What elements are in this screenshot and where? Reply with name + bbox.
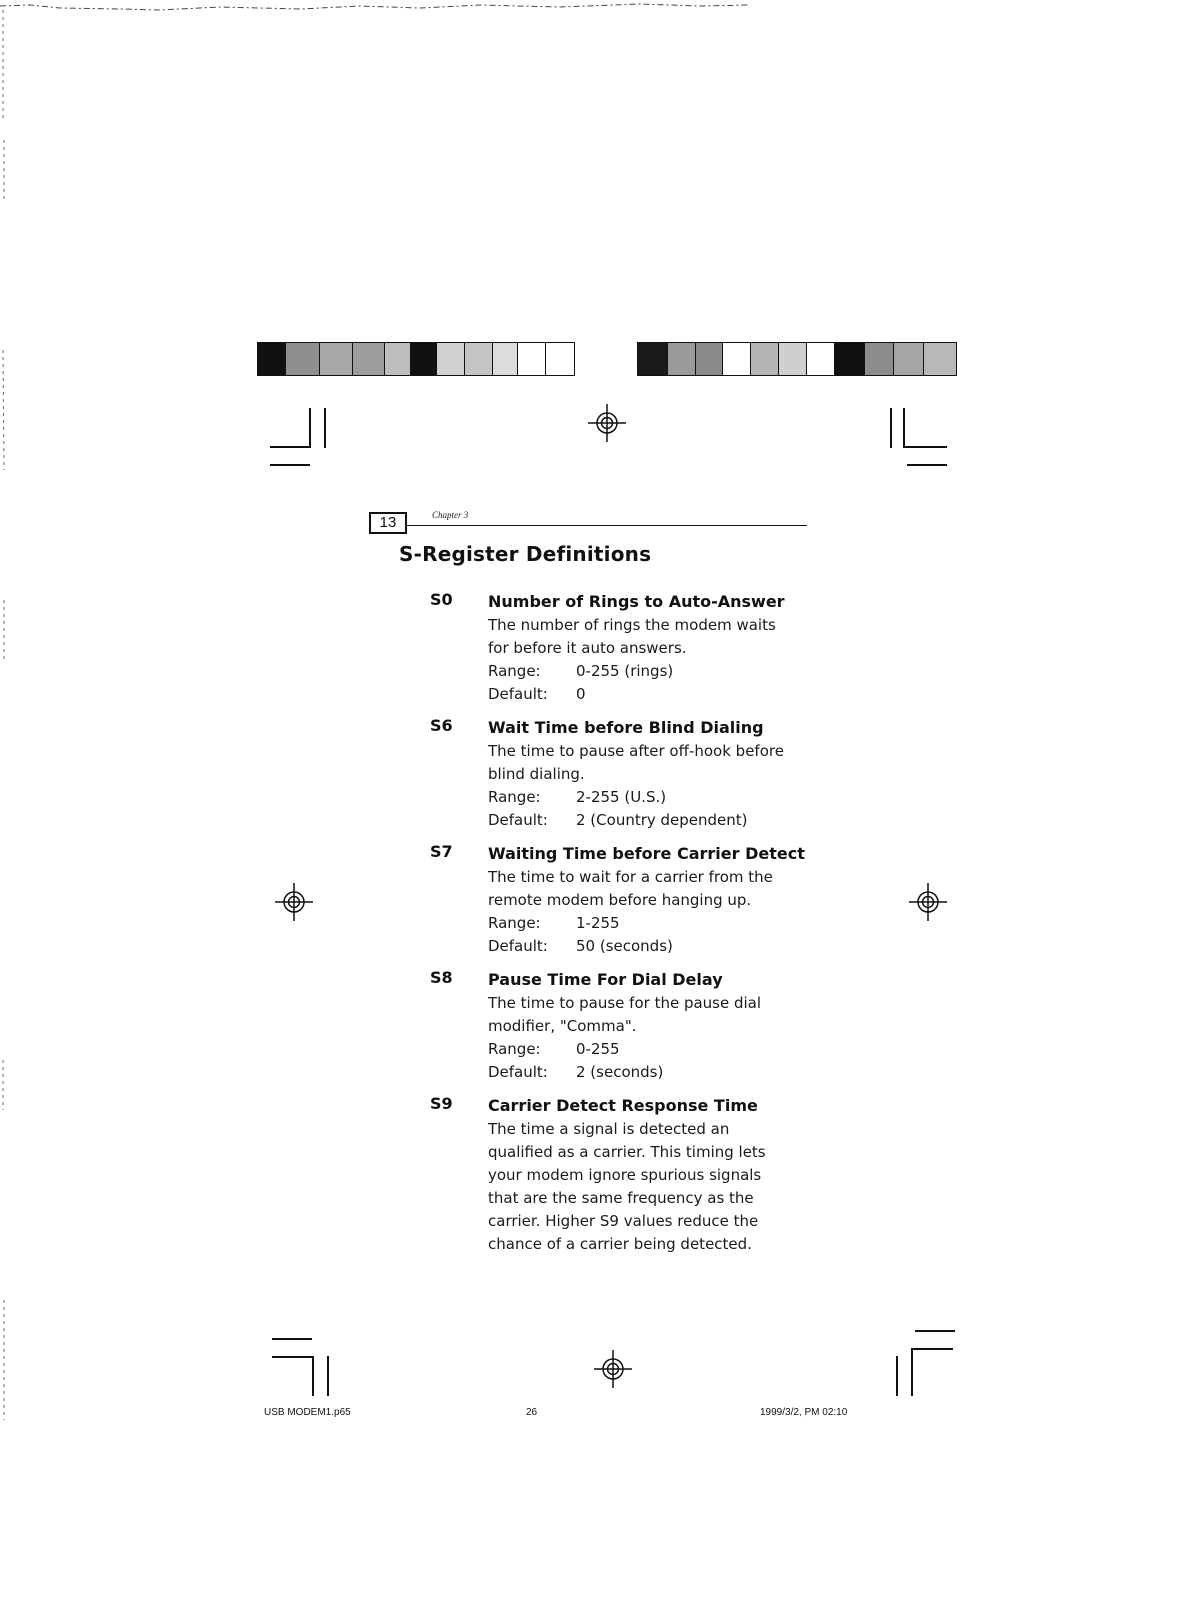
crop-mark bbox=[907, 464, 947, 466]
color-swatch bbox=[723, 343, 751, 375]
default-row bbox=[488, 809, 828, 832]
register-title: Number of Rings to Auto-Answer bbox=[488, 592, 785, 611]
crop-mark bbox=[270, 464, 310, 466]
default-label: Default: bbox=[488, 937, 548, 955]
crop-mark bbox=[911, 1348, 953, 1350]
range-label: Range: bbox=[488, 788, 541, 806]
registration-target-icon bbox=[909, 883, 947, 921]
default-value: 0 bbox=[576, 685, 586, 703]
color-swatch bbox=[894, 343, 924, 375]
crop-mark bbox=[896, 1356, 898, 1396]
color-swatch bbox=[286, 343, 320, 375]
range-row bbox=[488, 660, 828, 683]
scan-noise-left bbox=[0, 0, 14, 1612]
color-swatch bbox=[751, 343, 779, 375]
register-title: Wait Time before Blind Dialing bbox=[488, 718, 764, 737]
chapter-label: Chapter 3 bbox=[432, 510, 469, 520]
default-row bbox=[488, 683, 828, 706]
color-swatch bbox=[385, 343, 411, 375]
crop-mark bbox=[324, 408, 326, 448]
register-title: Waiting Time before Carrier Detect bbox=[488, 844, 805, 863]
scan-noise-top bbox=[0, 0, 760, 12]
register-code: S6 bbox=[430, 716, 453, 735]
crop-mark bbox=[327, 1356, 329, 1396]
register-body bbox=[488, 590, 828, 706]
color-swatch bbox=[518, 343, 546, 375]
range-row bbox=[488, 786, 828, 809]
crop-mark bbox=[915, 1330, 955, 1332]
crop-mark bbox=[309, 408, 311, 448]
register-code: S0 bbox=[430, 590, 453, 609]
color-swatch bbox=[696, 343, 724, 375]
registration-target-icon bbox=[588, 404, 626, 442]
page-number-box: 13 bbox=[369, 512, 407, 534]
color-swatch bbox=[411, 343, 437, 375]
register-body bbox=[488, 716, 828, 832]
default-value: 2 (seconds) bbox=[576, 1063, 664, 1081]
header-rule bbox=[407, 525, 807, 526]
range-value: 2-255 (U.S.) bbox=[576, 788, 667, 806]
color-swatch bbox=[493, 343, 519, 375]
color-swatch bbox=[865, 343, 895, 375]
range-label: Range: bbox=[488, 662, 541, 680]
register-title: Pause Time For Dial Delay bbox=[488, 970, 723, 989]
color-swatch bbox=[668, 343, 696, 375]
footer-page-number: 26 bbox=[526, 1407, 538, 1418]
register-description: The time a signal is detected an qualified as a carrier. This timing lets your modem ignore spurious signals that are the same frequency as the carrier. Higher S9 values reduce the chance of a carrier being detected. bbox=[488, 1120, 766, 1253]
crop-mark bbox=[903, 408, 905, 448]
color-swatch bbox=[258, 343, 286, 375]
color-swatch bbox=[465, 343, 493, 375]
color-swatch bbox=[320, 343, 354, 375]
register-body bbox=[488, 1094, 828, 1256]
crop-mark bbox=[890, 408, 892, 448]
crop-mark bbox=[272, 1356, 314, 1358]
color-swatch bbox=[638, 343, 668, 375]
default-label: Default: bbox=[488, 811, 548, 829]
color-swatch bbox=[437, 343, 465, 375]
default-row bbox=[488, 1061, 828, 1084]
default-value: 2 (Country dependent) bbox=[576, 811, 748, 829]
range-row bbox=[488, 1038, 828, 1061]
registration-target-icon bbox=[275, 883, 313, 921]
default-label: Default: bbox=[488, 1063, 548, 1081]
register-body bbox=[488, 968, 828, 1084]
default-row bbox=[488, 935, 828, 958]
color-swatch bbox=[546, 343, 574, 375]
color-swatch bbox=[807, 343, 835, 375]
registration-target-icon bbox=[594, 1350, 632, 1388]
register-description: The time to pause after off-hook before blind dialing. bbox=[488, 742, 784, 783]
register-description: The time to pause for the pause dial modifier, "Comma". bbox=[488, 994, 762, 1035]
crop-mark bbox=[312, 1356, 314, 1396]
register-title: Carrier Detect Response Time bbox=[488, 1096, 758, 1115]
footer-filename: USB MODEM1.p65 bbox=[264, 1407, 351, 1418]
register-body bbox=[488, 842, 828, 958]
color-bar-left bbox=[257, 342, 575, 376]
color-swatch bbox=[353, 343, 385, 375]
range-value: 0-255 bbox=[576, 1040, 620, 1058]
register-description: The time to wait for a carrier from the remote modem before hanging up. bbox=[488, 868, 773, 909]
range-value: 1-255 bbox=[576, 914, 620, 932]
crop-mark bbox=[911, 1348, 913, 1396]
range-label: Range: bbox=[488, 914, 541, 932]
crop-mark bbox=[270, 446, 310, 448]
color-swatch bbox=[924, 343, 956, 375]
range-label: Range: bbox=[488, 1040, 541, 1058]
register-description: The number of rings the modem waits for before it auto answers. bbox=[488, 616, 776, 657]
page-title: S-Register Definitions bbox=[399, 542, 652, 566]
color-bar-right bbox=[637, 342, 957, 376]
color-swatch bbox=[835, 343, 865, 375]
register-code: S7 bbox=[430, 842, 453, 861]
register-code: S8 bbox=[430, 968, 453, 987]
color-swatch bbox=[779, 343, 807, 375]
default-label: Default: bbox=[488, 685, 548, 703]
default-value: 50 (seconds) bbox=[576, 937, 673, 955]
footer-timestamp: 1999/3/2, PM 02:10 bbox=[760, 1407, 848, 1418]
crop-mark bbox=[272, 1338, 312, 1340]
crop-mark bbox=[903, 446, 947, 448]
range-row bbox=[488, 912, 828, 935]
range-value: 0-255 (rings) bbox=[576, 662, 674, 680]
register-code: S9 bbox=[430, 1094, 453, 1113]
